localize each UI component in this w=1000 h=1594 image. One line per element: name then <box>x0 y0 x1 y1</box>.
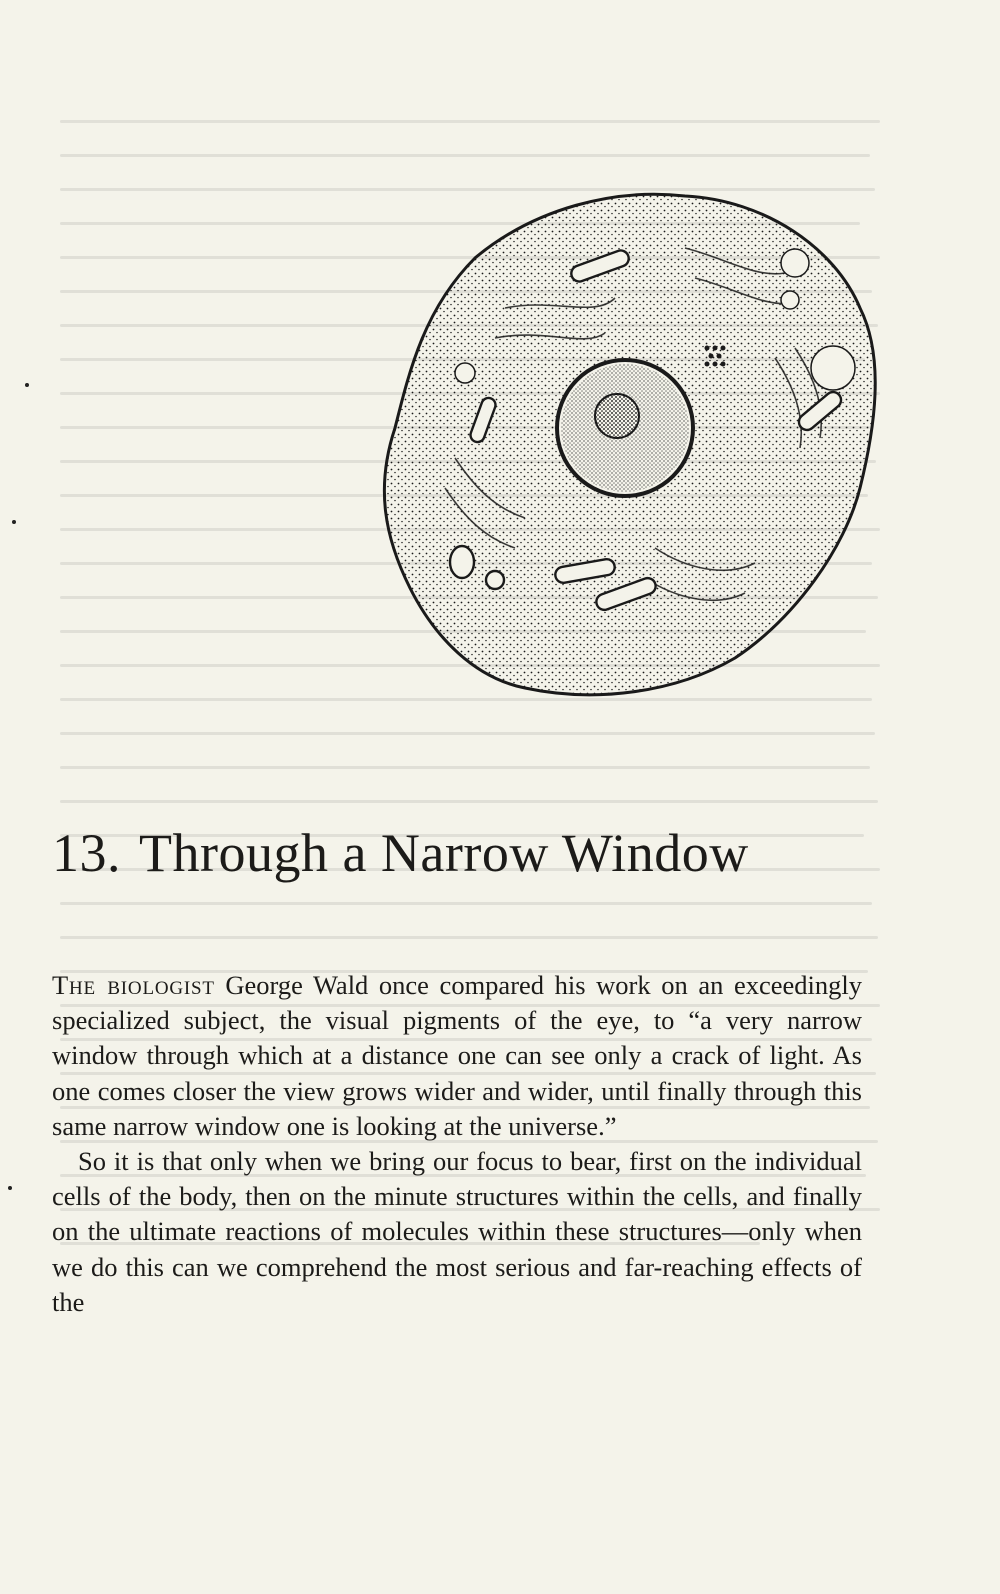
vacuole <box>781 291 799 309</box>
cell-illustration <box>355 188 895 728</box>
vacuole <box>811 346 855 390</box>
paragraph <box>52 1144 862 1320</box>
speck <box>25 383 29 387</box>
chapter-number: 13. <box>52 823 121 883</box>
chapter-title <box>52 820 749 886</box>
paragraph-text: George Wald once compared his work on an exceedingly specialized subject, the visual pigments of the eye, to “a very narrow window through which at a distance one can see only a crack of light. As one comes closer the view grows wider and wider, until finally through this same narrow window one is looking at the universe.” <box>52 970 862 1141</box>
paragraph-text: So it is that only when we bring our focus to bear, first on the individual cells of the body, then on the minute structures within the cells, and finally on the ultimate reactions of molecules within these structures—only when we do this can we comprehend the most serious and far-reaching effects of the <box>52 1146 862 1317</box>
paragraph <box>52 968 862 1144</box>
speck <box>12 520 16 524</box>
chapter-title-text: Through a Narrow Window <box>139 823 749 883</box>
vacuole <box>781 249 809 277</box>
speck <box>8 1186 12 1190</box>
nucleolus <box>595 394 639 438</box>
body-text <box>52 968 862 1320</box>
lead-in: The biologist <box>52 970 215 1000</box>
vacuole <box>455 363 475 383</box>
